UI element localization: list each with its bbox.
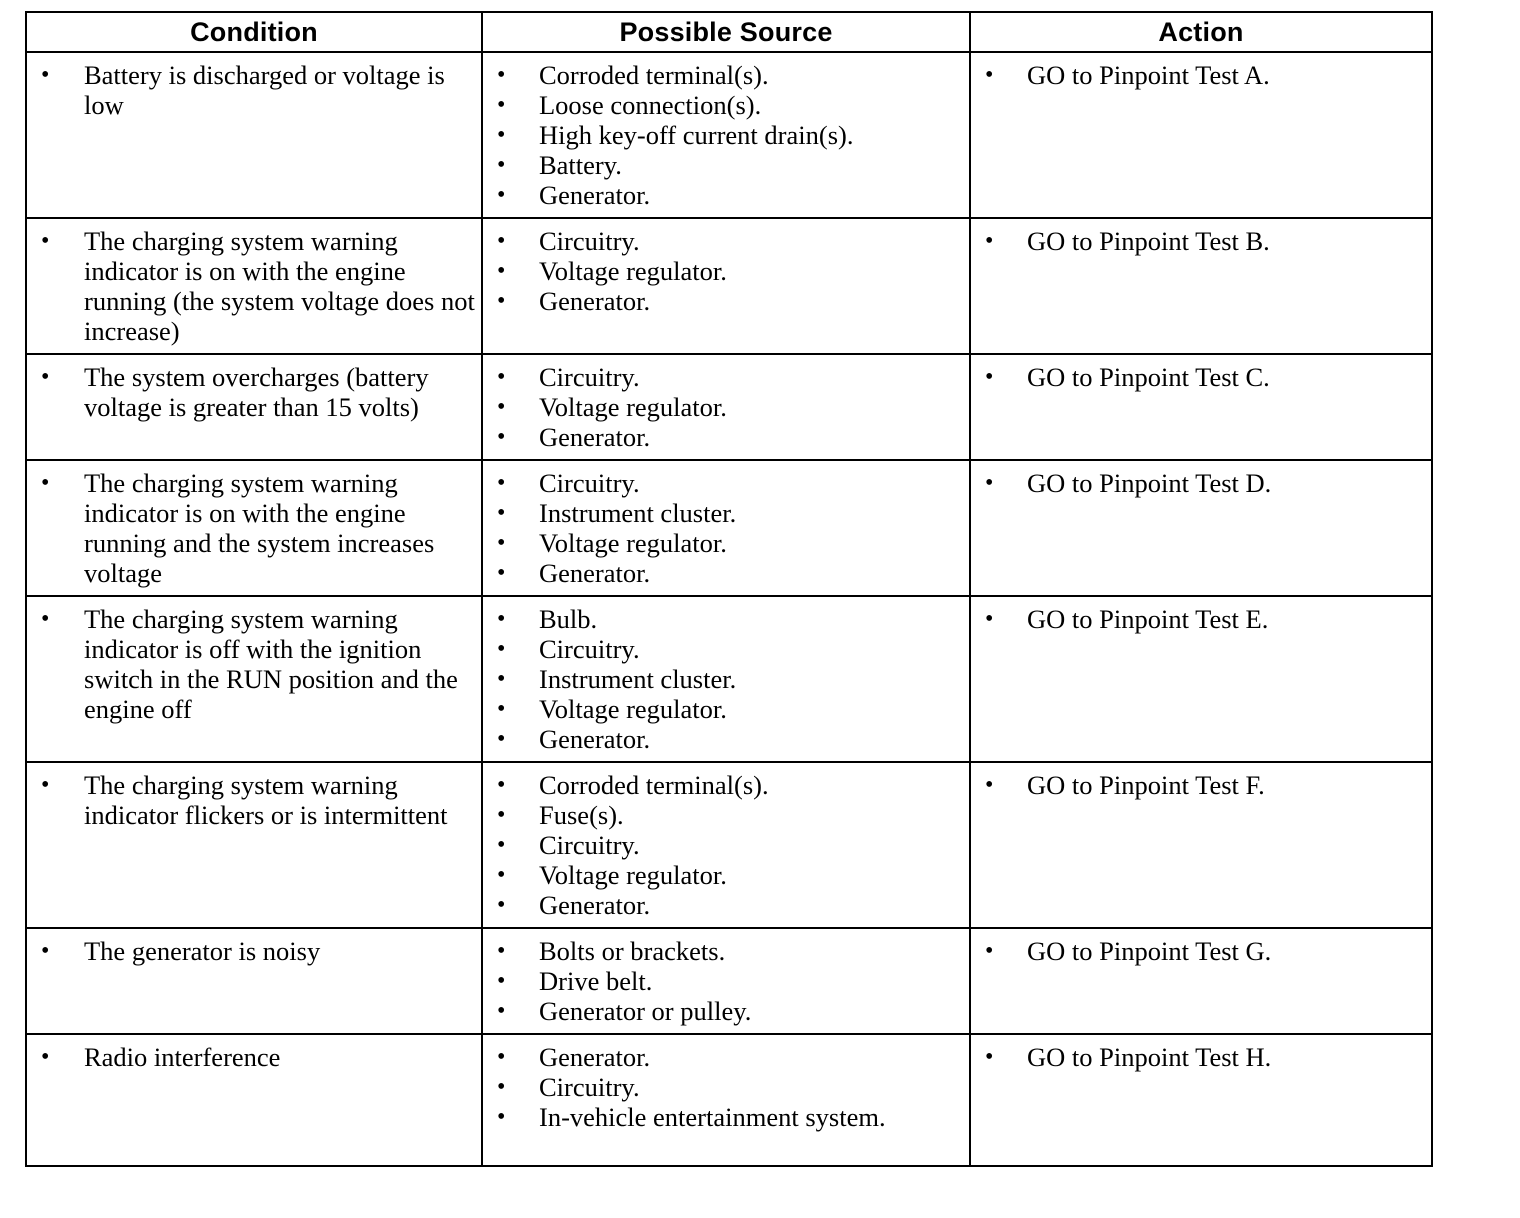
source-list bbox=[483, 461, 969, 595]
condition-text: • Battery is discharged or voltage is low bbox=[27, 60, 477, 120]
source-item: • Circuitry. bbox=[483, 634, 965, 664]
action-list bbox=[971, 53, 1431, 97]
condition-cell bbox=[26, 354, 482, 460]
table-body bbox=[26, 52, 1432, 1166]
table-row bbox=[26, 52, 1432, 218]
action-text: • GO to Pinpoint Test B. bbox=[971, 226, 1427, 256]
source-item: • Fuse(s). bbox=[483, 800, 965, 830]
table-row bbox=[26, 928, 1432, 1034]
source-item: • Loose connection(s). bbox=[483, 90, 965, 120]
condition-list bbox=[27, 1035, 481, 1079]
table-row bbox=[26, 762, 1432, 928]
action-list bbox=[971, 219, 1431, 263]
possible-source-cell bbox=[482, 460, 970, 596]
source-item: • Generator. bbox=[483, 422, 965, 452]
possible-source-cell bbox=[482, 1034, 970, 1166]
source-item: • Battery. bbox=[483, 150, 965, 180]
condition-list bbox=[27, 763, 481, 837]
condition-cell bbox=[26, 460, 482, 596]
condition-text: • The generator is noisy bbox=[27, 936, 477, 966]
source-item: • Generator. bbox=[483, 286, 965, 316]
condition-cell bbox=[26, 596, 482, 762]
condition-text: • The charging system warning indicator is on with the engine running and the system increases voltage bbox=[27, 468, 477, 588]
source-item: • Corroded terminal(s). bbox=[483, 770, 965, 800]
source-item: • High key-off current drain(s). bbox=[483, 120, 965, 150]
action-cell bbox=[970, 460, 1432, 596]
action-list bbox=[971, 929, 1431, 973]
action-text: • GO to Pinpoint Test E. bbox=[971, 604, 1427, 634]
source-item: • In-vehicle entertainment system. bbox=[483, 1102, 965, 1132]
action-cell bbox=[970, 354, 1432, 460]
action-text: • GO to Pinpoint Test F. bbox=[971, 770, 1427, 800]
source-item: • Bulb. bbox=[483, 604, 965, 634]
action-list bbox=[971, 597, 1431, 641]
source-item: • Generator. bbox=[483, 1042, 965, 1072]
condition-text: • The charging system warning indicator flickers or is intermittent bbox=[27, 770, 477, 830]
condition-text: • The charging system warning indicator is off with the ignition switch in the RUN position and the engine off bbox=[27, 604, 477, 724]
possible-source-cell bbox=[482, 52, 970, 218]
action-cell bbox=[970, 218, 1432, 354]
source-item: • Voltage regulator. bbox=[483, 256, 965, 286]
source-item: • Voltage regulator. bbox=[483, 860, 965, 890]
action-list bbox=[971, 1035, 1431, 1079]
condition-cell bbox=[26, 1034, 482, 1166]
condition-text: • The system overcharges (battery voltage is greater than 15 volts) bbox=[27, 362, 477, 422]
condition-list bbox=[27, 461, 481, 595]
source-item: • Generator. bbox=[483, 724, 965, 754]
source-item: • Bolts or brackets. bbox=[483, 936, 965, 966]
source-list bbox=[483, 1035, 969, 1139]
action-list bbox=[971, 763, 1431, 807]
action-text: • GO to Pinpoint Test A. bbox=[971, 60, 1427, 90]
possible-source-cell bbox=[482, 596, 970, 762]
table-row bbox=[26, 354, 1432, 460]
source-item: • Circuitry. bbox=[483, 362, 965, 392]
condition-list bbox=[27, 597, 481, 731]
condition-text: • Radio interference bbox=[27, 1042, 477, 1072]
condition-list bbox=[27, 355, 481, 429]
header-row bbox=[26, 12, 1432, 52]
source-list bbox=[483, 597, 969, 761]
header-possible-source: Possible Source bbox=[482, 12, 970, 52]
condition-cell bbox=[26, 52, 482, 218]
source-item: • Instrument cluster. bbox=[483, 498, 965, 528]
action-cell bbox=[970, 762, 1432, 928]
table-row bbox=[26, 218, 1432, 354]
source-item: • Generator. bbox=[483, 558, 965, 588]
action-text: • GO to Pinpoint Test G. bbox=[971, 936, 1427, 966]
condition-cell bbox=[26, 762, 482, 928]
source-list bbox=[483, 763, 969, 927]
source-item: • Generator. bbox=[483, 890, 965, 920]
possible-source-cell bbox=[482, 928, 970, 1034]
condition-cell bbox=[26, 928, 482, 1034]
action-cell bbox=[970, 928, 1432, 1034]
header-condition: Condition bbox=[26, 12, 482, 52]
source-item: • Voltage regulator. bbox=[483, 392, 965, 422]
source-item: • Voltage regulator. bbox=[483, 528, 965, 558]
source-item: • Circuitry. bbox=[483, 226, 965, 256]
source-list bbox=[483, 219, 969, 323]
source-item: • Circuitry. bbox=[483, 830, 965, 860]
action-cell bbox=[970, 52, 1432, 218]
source-list bbox=[483, 53, 969, 217]
condition-list bbox=[27, 53, 481, 127]
condition-cell bbox=[26, 218, 482, 354]
source-item: • Voltage regulator. bbox=[483, 694, 965, 724]
source-item: • Circuitry. bbox=[483, 468, 965, 498]
action-list bbox=[971, 355, 1431, 399]
source-item: • Corroded terminal(s). bbox=[483, 60, 965, 90]
possible-source-cell bbox=[482, 354, 970, 460]
possible-source-cell bbox=[482, 218, 970, 354]
condition-list bbox=[27, 929, 481, 973]
action-text: • GO to Pinpoint Test H. bbox=[971, 1042, 1427, 1072]
source-item: • Generator. bbox=[483, 180, 965, 210]
table-row bbox=[26, 596, 1432, 762]
source-list bbox=[483, 355, 969, 459]
source-item: • Circuitry. bbox=[483, 1072, 965, 1102]
action-list bbox=[971, 461, 1431, 505]
action-cell bbox=[970, 1034, 1432, 1166]
action-cell bbox=[970, 596, 1432, 762]
source-list bbox=[483, 929, 969, 1033]
table-row bbox=[26, 460, 1432, 596]
possible-source-cell bbox=[482, 762, 970, 928]
header-action: Action bbox=[970, 12, 1432, 52]
source-item: • Drive belt. bbox=[483, 966, 965, 996]
condition-list bbox=[27, 219, 481, 353]
condition-text: • The charging system warning indicator is on with the engine running (the system voltage does not increase) bbox=[27, 226, 477, 346]
table-row bbox=[26, 1034, 1432, 1166]
action-text: • GO to Pinpoint Test C. bbox=[971, 362, 1427, 392]
source-item: • Instrument cluster. bbox=[483, 664, 965, 694]
source-item: • Generator or pulley. bbox=[483, 996, 965, 1026]
diagnosis-table bbox=[25, 11, 1433, 1167]
action-text: • GO to Pinpoint Test D. bbox=[971, 468, 1427, 498]
